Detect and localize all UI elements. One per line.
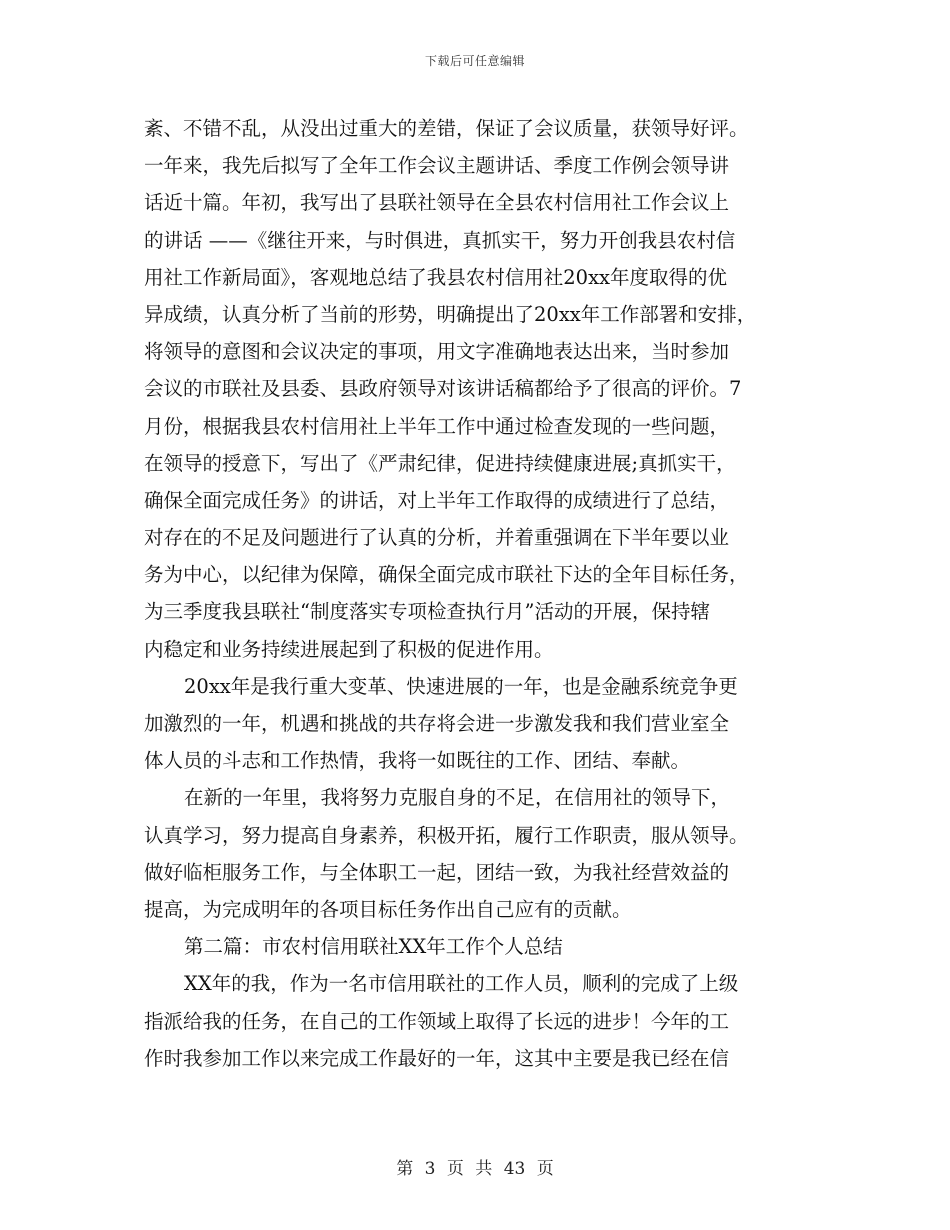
text-line: 体人员的斗志和工作热情，我将一如既往的工作、团结、奉献。 xyxy=(144,749,691,773)
page-number-footer: 第 3 页 共 43 页 xyxy=(396,1159,554,1179)
section-heading: 第二篇：市农村信用联社XX年工作个人总结 xyxy=(184,935,563,959)
text-line: 作时我参加工作以来完成工作最好的一年，这其中主要是我已经在信 xyxy=(144,1046,730,1070)
text-line: 认真学习，努力提高自身素养，积极开拓，履行工作职责，服从领导。 xyxy=(144,823,749,847)
document-body xyxy=(144,110,824,1077)
paragraph-start-line: XX年的我，作为一名市信用联社的工作人员，顺利的完成了上级 xyxy=(184,972,739,996)
text-line: 确保全面完成任务》的讲话，对上半年工作取得的成绩进行了总结， xyxy=(144,488,730,512)
text-line: 提高，为完成明年的各项目标任务作出自己应有的贡献。 xyxy=(144,897,632,921)
text-line: 加激烈的一年，机遇和挑战的共存将会进一步激发我和我们营业室全 xyxy=(144,712,730,735)
text-line: 为三季度我县联社“制度落实专项检查执行月”活动的开展，保持辖 xyxy=(144,600,710,624)
header-note: 下载后可任意编辑 xyxy=(424,54,525,68)
text-line: 会议的市联社及县委、县政府领导对该讲话稿都给予了很高的评价。7 xyxy=(144,377,742,401)
text-line: 一年来，我先后拟写了全年工作会议主题讲话、季度工作例会领导讲 xyxy=(144,154,730,178)
paragraph-start-line: 在新的一年里，我将努力克服自身的不足，在信用社的领导下， xyxy=(184,786,731,810)
text-line: 对存在的不足及问题进行了认真的分析，并着重强调在下半年要以业 xyxy=(144,526,730,550)
text-line: 在领导的授意下，写出了《严肃纪律，促进持续健康进展;真抓实干， xyxy=(144,451,736,475)
text-line: 内稳定和业务持续进展起到了积极的促进作用。 xyxy=(144,637,554,661)
paragraph-start-line: 20xx年是我行重大变革、快速进展的一年，也是金融系统竞争更 xyxy=(184,674,738,698)
text-line: 用社工作新局面》，客观地总结了我县农村信用社20xx年度取得的优 xyxy=(144,265,728,289)
text-line: 指派给我的任务，在自己的工作领域上取得了长远的进步！今年的工 xyxy=(144,1009,730,1033)
text-line: 的讲话 ——《继往开来，与时俱进，真抓实干，努力开创我县农村信 xyxy=(144,228,736,252)
text-line: 做好临柜服务工作，与全体职工一起，团结一致，为我社经营效益的 xyxy=(144,860,730,884)
text-line: 将领导的意图和会议决定的事项，用文字准确地表达出来，当时参加 xyxy=(144,340,730,364)
text-line: 异成绩，认真分析了当前的形势，明确提出了20xx年工作部署和安排， xyxy=(144,302,757,326)
text-line: 话近十篇。年初，我写出了县联社领导在全县农村信用社工作会议上 xyxy=(144,191,730,215)
text-line: 务为中心，以纪律为保障，确保全面完成市联社下达的全年目标任务， xyxy=(144,563,749,587)
text-line: 月份，根据我县农村信用社上半年工作中通过检查发现的一些问题， xyxy=(144,414,730,438)
text-line: 紊、不错不乱，从没出过重大的差错，保证了会议质量，获领导好评。 xyxy=(144,117,749,140)
